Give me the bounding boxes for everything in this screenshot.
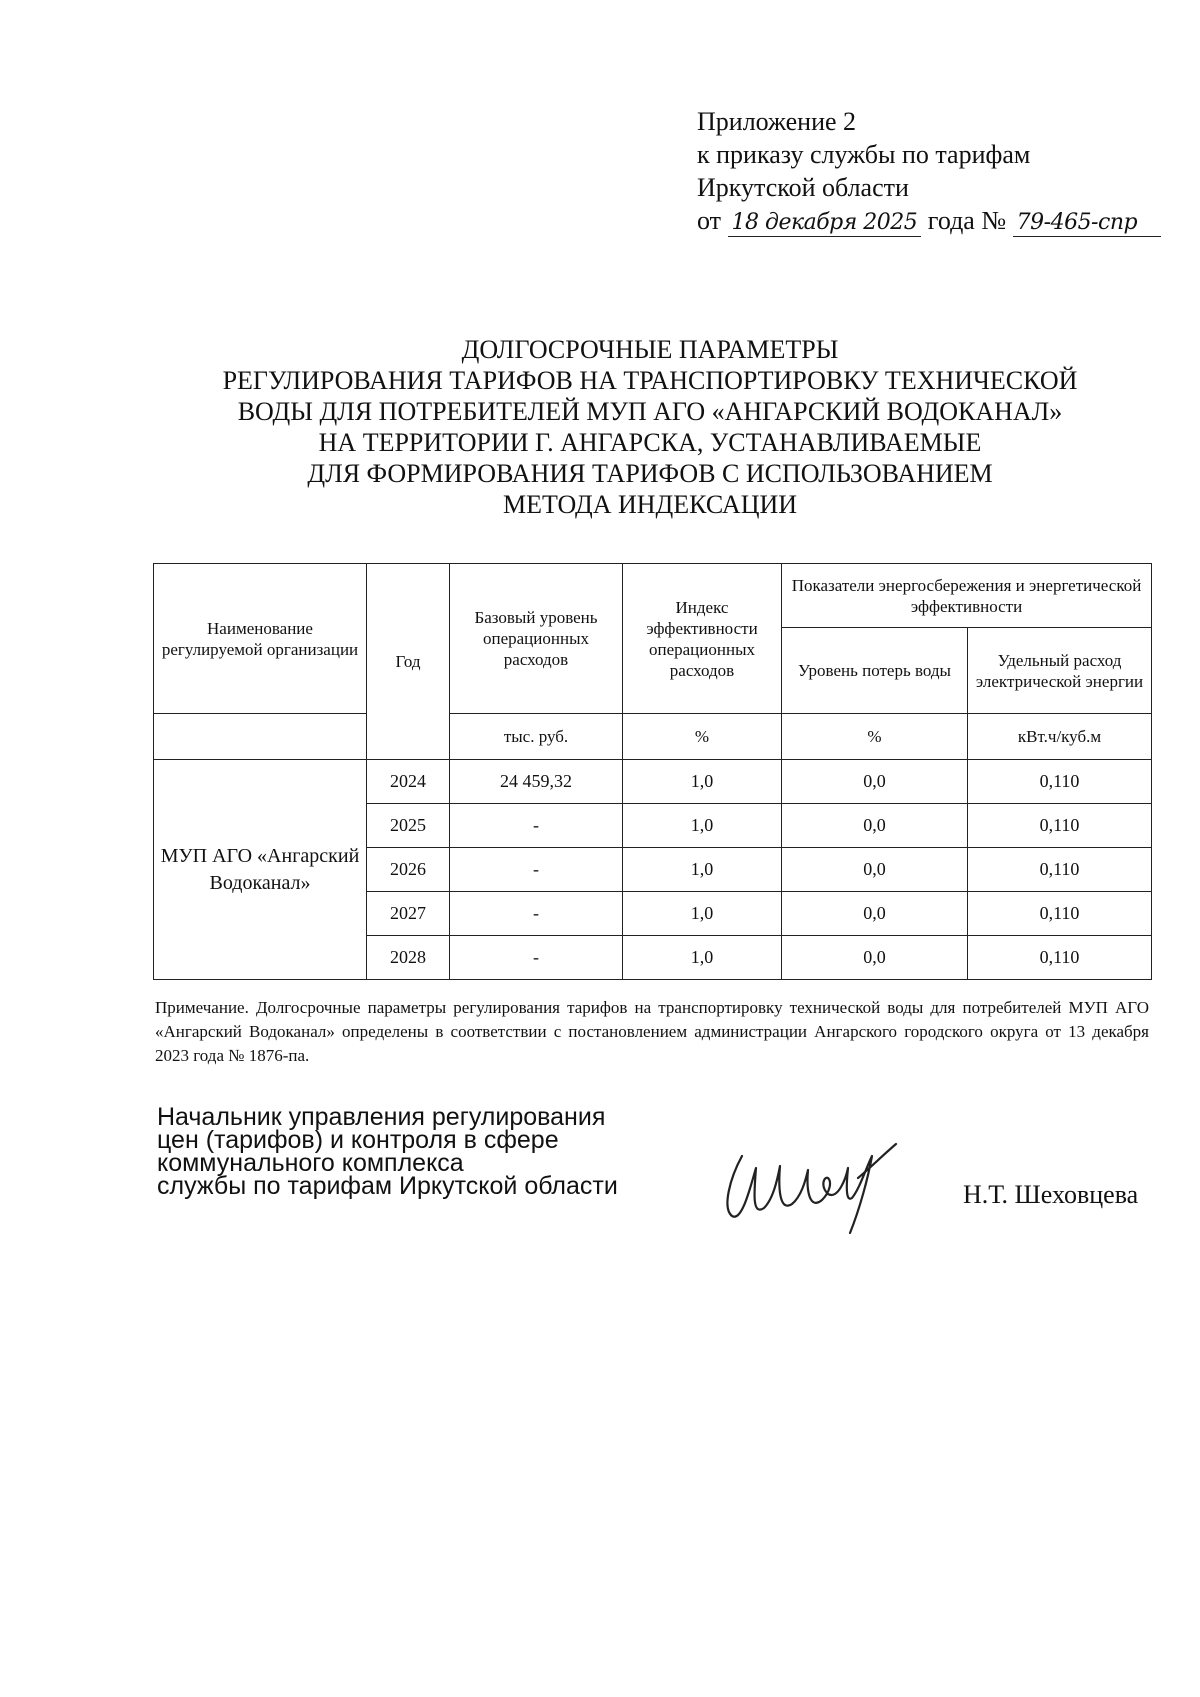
date-prefix: от bbox=[697, 206, 722, 235]
cell-base: - bbox=[450, 892, 623, 936]
document-title bbox=[150, 334, 1150, 520]
appendix-line-1: Приложение 2 bbox=[697, 107, 857, 136]
cell-year: 2028 bbox=[367, 936, 450, 980]
cell-base: 24 459,32 bbox=[450, 760, 623, 804]
unit-efficiency-index: % bbox=[623, 714, 782, 760]
appendix-block bbox=[697, 105, 1161, 237]
signatory-name: Н.Т. Шеховцева bbox=[963, 1180, 1139, 1209]
cell-index: 1,0 bbox=[623, 892, 782, 936]
header-energy-group: Показатели энергосбережения и энергетической эффективности bbox=[782, 564, 1152, 628]
position-line: коммунального комплекса bbox=[157, 1149, 464, 1177]
header-org-name: Наименование регулируемой организации bbox=[154, 564, 367, 714]
cell-index: 1,0 bbox=[623, 760, 782, 804]
title-line: НА ТЕРРИТОРИИ Г. АНГАРСКА, УСТАНАВЛИВАЕМЫЕ bbox=[318, 428, 982, 457]
header-water-loss: Уровень потерь воды bbox=[782, 628, 968, 714]
organization-cell: МУП АГО «Ангарский Водоканал» bbox=[154, 760, 367, 980]
position-line: цен (тарифов) и контроля в сфере bbox=[157, 1126, 559, 1154]
position-line: службы по тарифам Иркутской области bbox=[157, 1172, 618, 1200]
cell-year: 2024 bbox=[367, 760, 450, 804]
signatory-position bbox=[157, 1103, 618, 1200]
cell-base: - bbox=[450, 936, 623, 980]
unit-base-level: тыс. руб. bbox=[450, 714, 623, 760]
parameters-table bbox=[153, 563, 1152, 980]
cell-loss: 0,0 bbox=[782, 760, 968, 804]
cell-energy: 0,110 bbox=[968, 804, 1152, 848]
title-line: МЕТОДА ИНДЕКСАЦИИ bbox=[502, 490, 798, 519]
appendix-line-2: к приказу службы по тарифам bbox=[697, 140, 1031, 169]
unit-org-empty bbox=[154, 714, 367, 760]
cell-year: 2026 bbox=[367, 848, 450, 892]
cell-energy: 0,110 bbox=[968, 760, 1152, 804]
cell-year: 2027 bbox=[367, 892, 450, 936]
title-line: ДЛЯ ФОРМИРОВАНИЯ ТАРИФОВ С ИСПОЛЬЗОВАНИЕМ bbox=[307, 459, 993, 488]
header-base-level: Базовый уровень операционных расходов bbox=[450, 564, 623, 714]
handwritten-number: 79-465-спр bbox=[1013, 210, 1161, 237]
title-line: ДОЛГОСРОЧНЫЕ ПАРАМЕТРЫ bbox=[461, 335, 839, 364]
cell-index: 1,0 bbox=[623, 936, 782, 980]
cell-index: 1,0 bbox=[623, 848, 782, 892]
title-line: ВОДЫ ДЛЯ ПОТРЕБИТЕЛЕЙ МУП АГО «АНГАРСКИЙ ВОДОКАНАЛ» bbox=[237, 397, 1063, 426]
cell-loss: 0,0 bbox=[782, 936, 968, 980]
unit-electricity: кВт.ч/куб.м bbox=[968, 714, 1152, 760]
table-note: Примечание. Долгосрочные параметры регулирования тарифов на транспортировку технической воды для потребителей МУП АГО «Ангарский Водоканал» определены в соответствии с постановлением администрации Ангарского городского округа от 13 декабря 2023 года № 1876-па. bbox=[155, 998, 1149, 1065]
cell-energy: 0,110 bbox=[968, 892, 1152, 936]
cell-loss: 0,0 bbox=[782, 804, 968, 848]
cell-base: - bbox=[450, 848, 623, 892]
cell-year: 2025 bbox=[367, 804, 450, 848]
cell-loss: 0,0 bbox=[782, 892, 968, 936]
appendix-line-3: Иркутской области bbox=[697, 173, 909, 202]
header-year: Год bbox=[367, 564, 450, 760]
table-row bbox=[154, 760, 1152, 804]
appendix-date-line bbox=[697, 204, 1161, 237]
handwritten-date: 18 декабря 2025 bbox=[728, 210, 922, 237]
cell-energy: 0,110 bbox=[968, 936, 1152, 980]
cell-energy: 0,110 bbox=[968, 848, 1152, 892]
unit-water-loss: % bbox=[782, 714, 968, 760]
cell-loss: 0,0 bbox=[782, 848, 968, 892]
cell-index: 1,0 bbox=[623, 804, 782, 848]
handwritten-signature bbox=[720, 1138, 930, 1238]
cell-base: - bbox=[450, 804, 623, 848]
position-line: Начальник управления регулирования bbox=[157, 1103, 606, 1131]
header-efficiency-index: Индекс эффективности операционных расходов bbox=[623, 564, 782, 714]
year-word: года № bbox=[927, 206, 1007, 235]
title-line: РЕГУЛИРОВАНИЯ ТАРИФОВ НА ТРАНСПОРТИРОВКУ ТЕХНИЧЕСКОЙ bbox=[222, 366, 1078, 395]
header-electricity: Удельный расход электрической энергии bbox=[968, 628, 1152, 714]
parameters-table-wrap bbox=[153, 563, 1151, 980]
